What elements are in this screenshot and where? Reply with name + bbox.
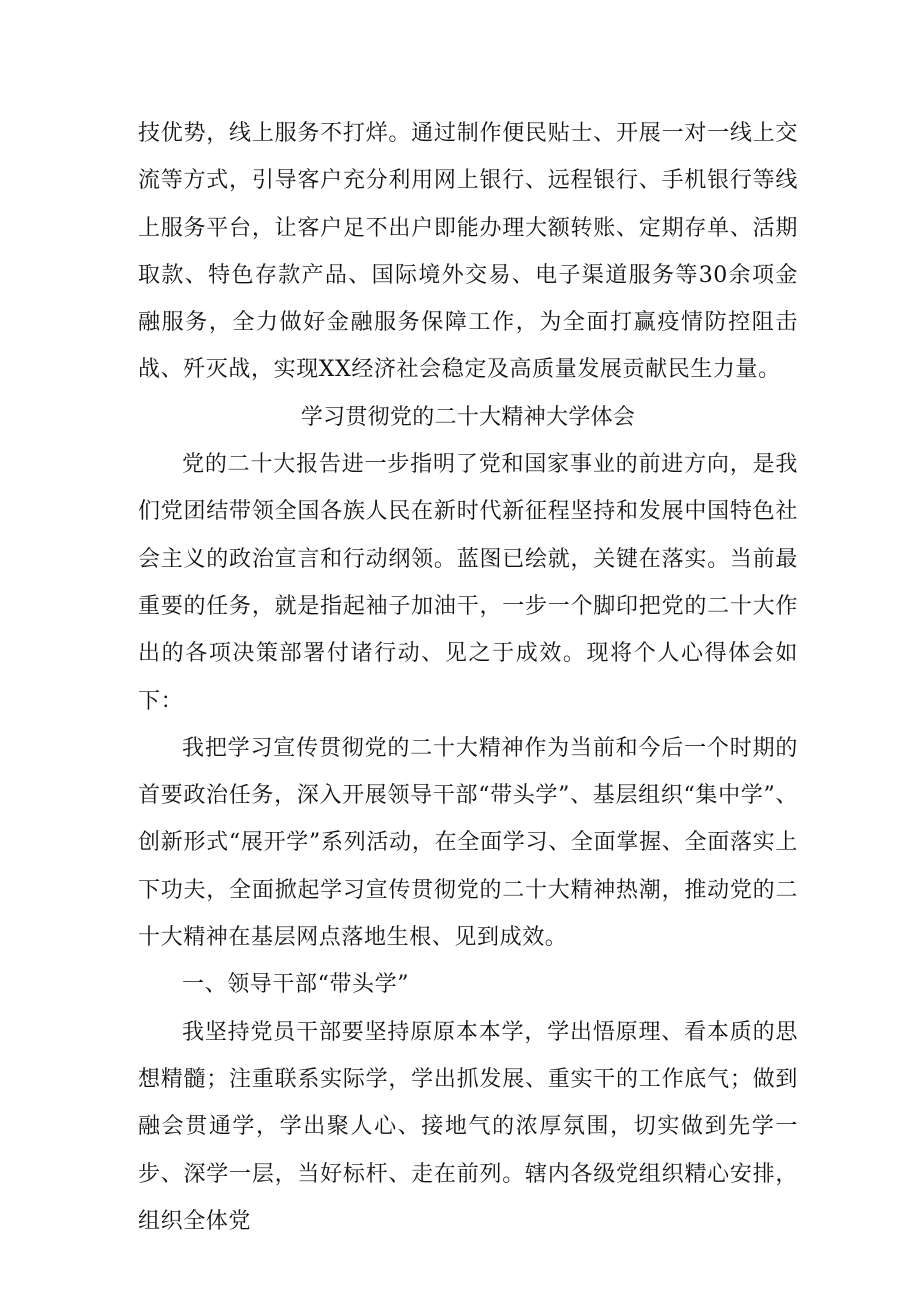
intro-paragraph: 党的二十大报告进一步指明了党和国家事业的前进方向，是我们党团结带领全国各族人民在新时代新征程坚持和发展中国特色社会主义的政治宣言和行动纲领。蓝图已绘就，关键在落实。当前最重要的任务，就是指起袖子加油干，一步一个脚印把党的二十大作出的各项决策部署付诸行动、见之于成效。现将个人心得体会如下：	[138, 452, 798, 714]
section-paragraph: 我坚持党员干部要坚持原原本本学，学出悟原理、看本质的思想精髓；注重联系实际学，学出抓发展、重实干的工作底气；做到融会贯通学，学出聚人心、接地气的浓厚氛围，切实做到先学一步、深学一层，当好标杆、走在前列。辖内各级党组织精心安排，组织全体党	[138, 1019, 798, 1234]
document-title: 学习贯彻党的二十大精神大学体会	[300, 404, 636, 430]
continuation-paragraph: 技优势，线上服务不打烊。通过制作便民贴士、开展一对一线上交流等方式，引导客户充分利用网上银行、远程银行、手机银行等线上服务平台，让客户足不出户即能办理大额转账、定期存单、活期取款、特色存款产品、国际境外交易、电子渠道服务等30余项金融服务，全力做好金融服务保障工作，为全面打赢疫情防控阻击战、歼灭战，实现XX经济社会稳定及高质量发展贡献民生力量。	[138, 121, 798, 383]
document-body	[138, 110, 798, 1245]
overview-paragraph: 我把学习宣传贯彻党的二十大精神作为当前和今后一个时期的首要政治任务，深入开展领导干部“带头学”、基层组织“集中学”、创新形式“展开学”系列活动，在全面学习、全面掌握、全面落实上下功夫，全面掀起学习宣传贯彻党的二十大精神热潮，推动党的二十大精神在基层网点落地生根、见到成效。	[138, 735, 798, 951]
section-heading: 一、领导干部“带头学”	[182, 972, 410, 998]
